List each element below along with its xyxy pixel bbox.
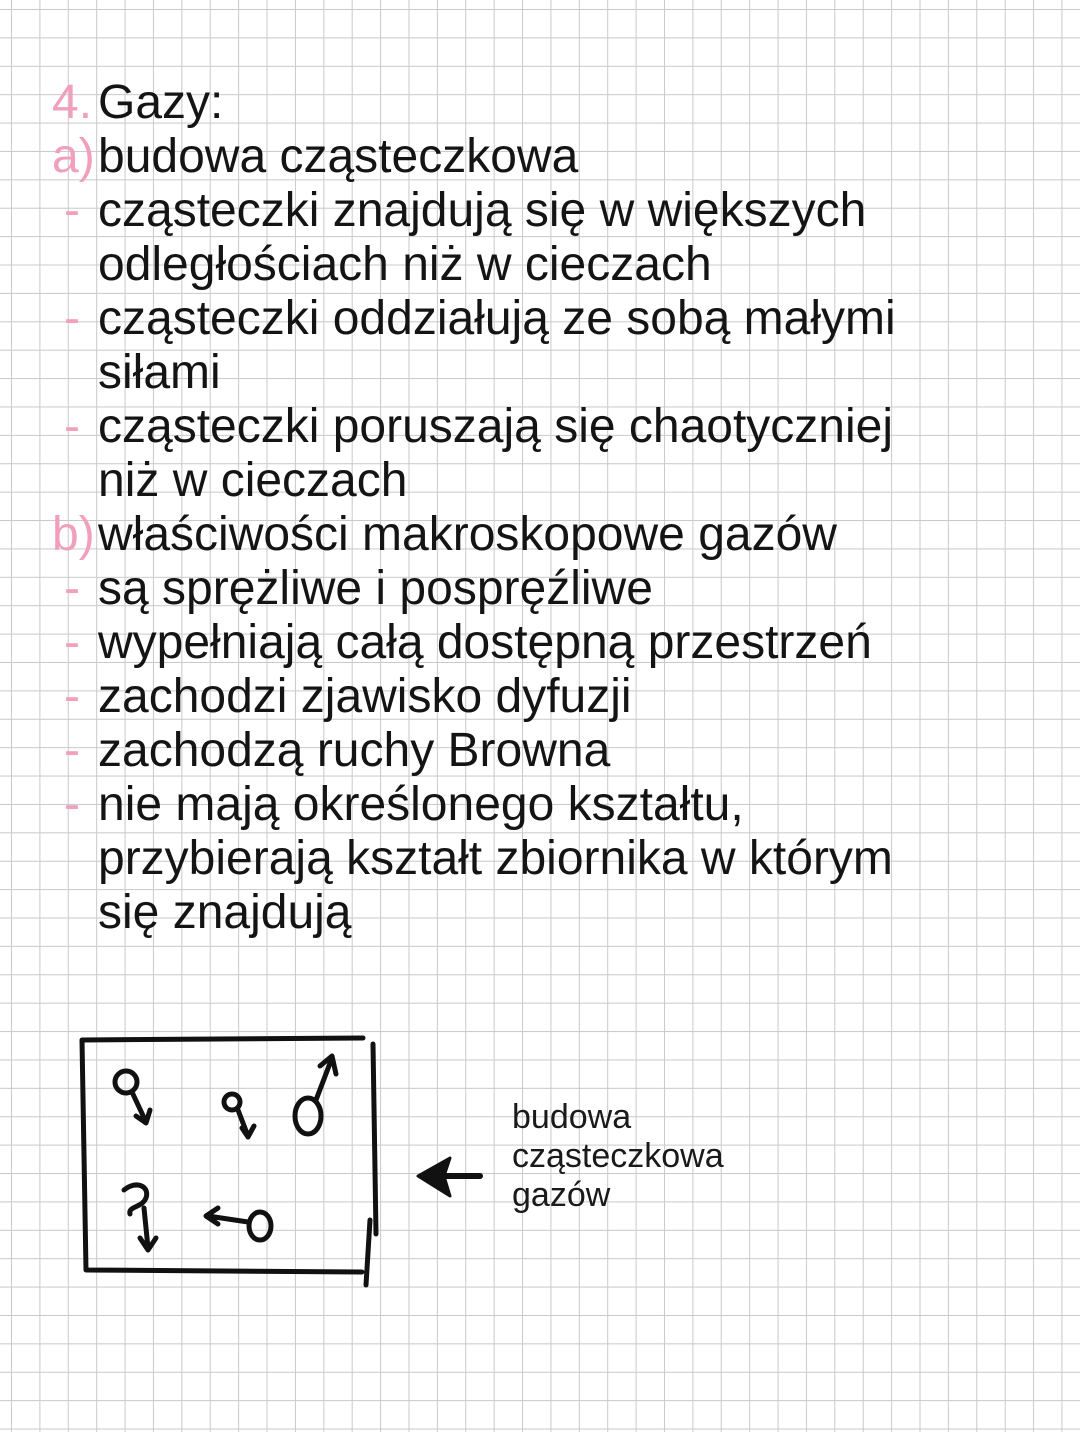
list-item [52, 670, 1062, 724]
bullet-dash: - [64, 292, 80, 345]
list-item-continuation [52, 238, 1062, 292]
bullet-dash: - [64, 778, 80, 831]
list-item-text: siłami [98, 346, 221, 399]
caption-line: budowa [512, 1098, 632, 1136]
list-item [52, 616, 1062, 670]
list-item-text: nie mają określonego kształtu, [98, 778, 744, 831]
bullet-dash: - [64, 400, 80, 453]
particle-with-arrow [115, 1071, 150, 1123]
list-item-text: cząsteczki znajdują się w większych [98, 184, 867, 237]
bullet-dash: - [64, 616, 80, 669]
bullet-dash: - [64, 184, 80, 237]
list-item-text: cząsteczki poruszają się chaotyczniej [98, 400, 894, 453]
part-b-title: właściwości makroskopowe gazów [98, 508, 837, 561]
part-a-marker: a) [52, 130, 95, 183]
part-a-title: budowa cząsteczkowa [98, 130, 579, 183]
bullet-dash: - [64, 670, 80, 723]
diagram-caption [512, 1098, 812, 1215]
bullet-dash: - [64, 562, 80, 615]
list-item-text: zachodzą ruchy Browna [98, 724, 611, 777]
list-item-text: się znajdują [98, 886, 352, 939]
list-item [52, 292, 1062, 346]
list-item [52, 562, 1062, 616]
bullet-dash: - [64, 724, 80, 777]
gas-container-diagram [70, 1030, 400, 1300]
particle-with-arrow [124, 1185, 156, 1250]
arrow-left-icon [410, 1150, 500, 1210]
list-item-text: są sprężliwe i pospręźliwe [98, 562, 653, 615]
list-item-text: cząsteczki oddziałują ze sobą małymi [98, 292, 896, 345]
list-item-continuation [52, 346, 1062, 400]
particle-with-arrow [224, 1094, 254, 1137]
list-item [52, 184, 1062, 238]
list-item-continuation [52, 832, 1062, 886]
list-item-text: niż w cieczach [98, 454, 408, 507]
list-item [52, 400, 1062, 454]
container-outline [82, 1038, 376, 1285]
list-item-text: zachodzi zjawisko dyfuzji [98, 670, 632, 723]
part-b-heading [52, 508, 1062, 562]
section-title: Gazy: [98, 76, 224, 129]
caption-line: cząsteczkowa [512, 1137, 724, 1175]
list-item-text: przybierają kształt zbiornika w którym [98, 832, 893, 885]
section-heading [52, 76, 1062, 130]
part-a-heading [52, 130, 1062, 184]
list-item [52, 724, 1062, 778]
list-item-continuation [52, 454, 1062, 508]
list-item-continuation [52, 886, 1062, 940]
section-number: 4. [52, 76, 93, 129]
list-item-text: odległościach niż w cieczach [98, 238, 712, 291]
particle-with-arrow [206, 1208, 271, 1240]
list-item [52, 778, 1062, 832]
list-item-text: wypełniają całą dostępną przestrzeń [98, 616, 872, 669]
particle-with-arrow [295, 1056, 336, 1134]
caption-line: gazów [512, 1176, 611, 1214]
part-b-marker: b) [52, 508, 95, 561]
